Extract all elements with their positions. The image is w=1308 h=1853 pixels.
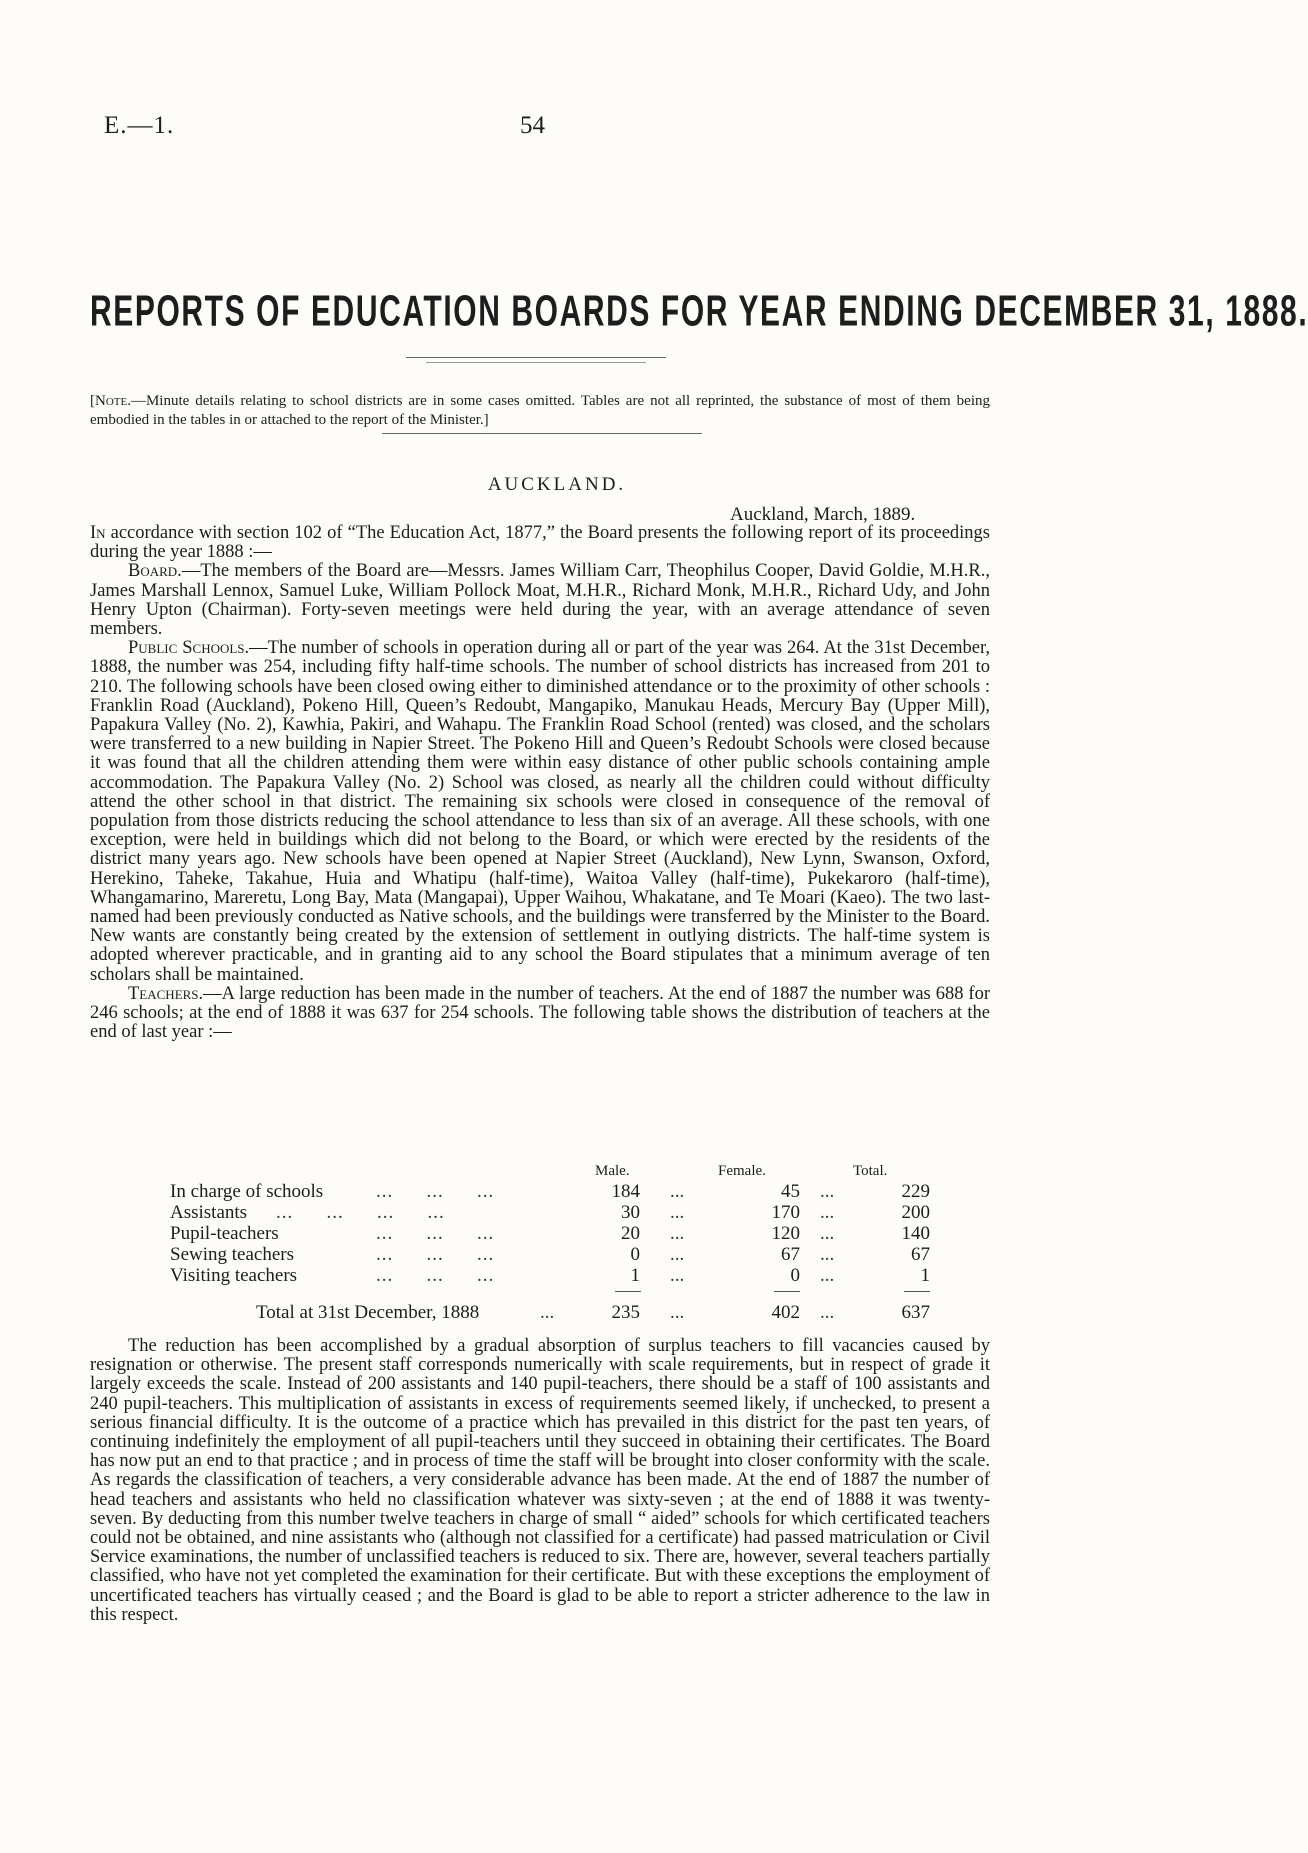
table-row	[170, 1223, 930, 1244]
sum-rule	[615, 1291, 641, 1292]
cell-female: 67	[781, 1244, 800, 1265]
cell-total: 1	[920, 1265, 930, 1286]
leader-dots: ...	[820, 1223, 835, 1244]
cell-female: 0	[790, 1265, 800, 1286]
leader-dots: ... ... ... ...	[276, 1202, 445, 1223]
cell-female: 120	[771, 1223, 800, 1244]
report-body	[90, 524, 990, 1042]
leader-dots: ... ... ...	[376, 1181, 495, 1202]
board-paragraph	[90, 562, 990, 639]
editorial-note	[90, 392, 990, 430]
teachers-table	[170, 1163, 930, 1326]
board-lead: Board.	[128, 561, 182, 582]
row-label: Visiting teachers	[170, 1265, 298, 1286]
page-number: 54	[520, 112, 545, 139]
title-rule	[406, 357, 666, 358]
leader-dots: ...	[670, 1302, 685, 1323]
leader-dots: ... ... ...	[376, 1223, 495, 1244]
cell-male: 0	[630, 1244, 640, 1265]
row-label: Pupil-teachers	[170, 1223, 279, 1244]
schools-paragraph	[90, 639, 990, 985]
intro-text: accordance with section 102 of “The Education Act, 1877,” the Board presents the following report of its proceedings during the year 1888 :—	[90, 523, 990, 563]
board-text: —The members of the Board are—Messrs. James William Carr, Theophilus Cooper, David Goldie, M.H.R., James Marshall Lennox, Samuel Luke, William Pollock Moat, M.H.R., Richard Monk, M.H.R., Richard Udy, and John Henry Upton (Chairman). Forty-seven meetings were held during the year, with an average attendance of seven members.	[90, 561, 990, 640]
cell-total: 140	[901, 1223, 930, 1244]
row-label: Assistants	[170, 1202, 248, 1223]
row-label: Sewing teachers	[170, 1244, 294, 1265]
sum-rule	[774, 1291, 800, 1292]
table-header	[170, 1163, 910, 1181]
page-header	[0, 112, 1114, 152]
section-heading: AUCKLAND.	[487, 474, 627, 495]
col-female: Female.	[718, 1163, 766, 1179]
sheet-reference: E.—1.	[104, 112, 175, 139]
reduction-paragraph: The reduction has been accomplished by a gradual absorption of surplus teachers to fill vacancies caused by resignation or otherwise. The present staff corresponds numerically with scale requirements, but in respect of grade it largely exceeds the scale. Instead of 200 assistants and 140 pupil-teachers, there should be a staff of 100 assistants and 240 pupil-teachers. This multiplication of assistants in excess of requirements seemed likely, if unchecked, to present a serious financial difficulty. It is the outcome of a practice which has prevailed in this district for the past ten years, of continuing indefinitely the employment of all pupil-teachers until they succeed in obtaining their certificates. The Board has now put an end to that practice ; and in process of time the staff will be brought into closer conformity with the scale. As regards the classification of teachers, a very considerable advance has been made. At the end of 1887 the number of head teachers and assistants who held no classification whatever was sixty-seven ; at the end of 1888 it was twenty-seven. By deducting from this number twelve teachers in charge of small “ aided” schools for which certificated teachers could not be obtained, and nine assistants who (although not classified for a certificate) had passed matriculation or Civil Service examinations, the number of unclassified teachers is reduced to six. There are, however, several teachers partially classified, who have not yet completed the examination for their certificate. But with these exceptions the employment of uncertificated teachers has virtually ceased ; and the Board is glad to be able to report a stricter adherence to the law in this respect.	[90, 1336, 990, 1625]
cell-male: 20	[621, 1223, 640, 1244]
cell-total: 229	[901, 1181, 930, 1202]
leader-dots: ... ... ...	[376, 1265, 495, 1286]
leader-dots: ...	[820, 1244, 835, 1265]
table-row	[170, 1181, 930, 1202]
table-row	[170, 1244, 930, 1265]
total-label: Total at 31st December, 1888	[256, 1302, 480, 1323]
leader-dots: ...	[670, 1265, 685, 1286]
teachers-paragraph	[90, 985, 990, 1043]
leader-dots: ...	[670, 1244, 685, 1265]
total-male: 235	[611, 1302, 640, 1323]
row-label: In charge of schools	[170, 1181, 324, 1202]
total-female: 402	[771, 1302, 800, 1323]
note-text: —Minute details relating to school districts are in some cases omitted. Tables are not all reprinted, the substance of most of them being embodied in the tables in or attached to the report of the Minister.]	[90, 393, 990, 428]
sum-rules	[170, 1286, 910, 1298]
sum-rule	[904, 1291, 930, 1292]
table-total-row	[170, 1302, 930, 1326]
intro-lead: In	[90, 523, 106, 543]
leader-dots: ...	[820, 1202, 835, 1223]
leader-dots: ...	[820, 1181, 835, 1202]
cell-female: 45	[781, 1181, 800, 1202]
leader-dots: ...	[820, 1265, 835, 1286]
page-title: REPORTS OF EDUCATION BOARDS FOR YEAR ENDING DECEMBER 31, 1888.	[90, 288, 1308, 336]
schools-text: —The number of schools in operation during all or part of the year was 264. At the 31st December, 1888, the number was 254, including fifty half-time schools. The number of school districts has increased from 201 to 210. The following schools have been closed owing either to diminished attendance or to the proximity of other schools : Franklin Road (Auckland), Pokeno Hill, Queen’s Redoubt, Mangapiko, Manukau Heads, Mercury Bay (Upper Mill), Papakura Valley (No. 2), Kawhia, Pakiri, and Wahapu. The Franklin Road School (rented) was closed, and the scholars were transferred to a new building in Napier Street. The Pokeno Hill and Queen’s Redoubt Schools were closed because it was found that all the children attending them were within easy distance of other public schools containing ample accommodation. The Papakura Valley (No. 2) School was closed, as nearly all the children could without difficulty attend the other school in that district. The remaining six schools were closed in consequence of the removal of population from those districts reducing the school attendance to less than six of an average. All these schools, with one exception, were held in buildings which did not belong to the Board, or which were erected by the residents of the district many years ago. New schools have been opened at Napier Street (Auckland), New Lynn, Swanson, Oxford, Herekino, Taheke, Takahue, Huia and Whatipu (half-time), Waitoa Valley (half-time), Pukekaroro (half-time), Whangamarino, Mareretu, Long Bay, Mata (Mangapai), Upper Waihou, Whakatane, and Te Moari (Kaeo). The two last-named had been previously conducted as Native schools, and the buildings were transferred by the Minister to the Board. New wants are constantly being created by the extension of settlement in outlying districts. The half-time system is adopted wherever practicable, and in granting aid to any school the Board stipulates that a minimum average of ten scholars shall be maintained.	[90, 638, 990, 985]
cell-female: 170	[771, 1202, 800, 1223]
total-total: 637	[901, 1302, 930, 1323]
table-row	[170, 1265, 930, 1286]
leader-dots: ...	[820, 1302, 835, 1323]
note-rule	[382, 433, 702, 434]
leader-dots: ...	[540, 1302, 555, 1323]
leader-dots: ...	[670, 1202, 685, 1223]
col-total: Total.	[853, 1163, 888, 1179]
leader-dots: ... ... ...	[376, 1244, 495, 1265]
col-male: Male.	[595, 1163, 630, 1179]
schools-lead: Public Schools.	[128, 638, 250, 659]
cell-male: 184	[611, 1181, 640, 1202]
cell-total: 200	[901, 1202, 930, 1223]
leader-dots: ...	[670, 1223, 685, 1244]
intro-paragraph	[90, 524, 990, 562]
note-label: [Note.	[90, 393, 131, 409]
cell-male: 1	[630, 1265, 640, 1286]
leader-dots: ...	[670, 1181, 685, 1202]
report-body-continued	[90, 1337, 990, 1625]
table-row	[170, 1202, 930, 1223]
teachers-text: —A large reduction has been made in the number of teachers. At the end of 1887 the number was 688 for 246 schools; at the end of 1888 it was 637 for 254 schools. The following table shows the distribution of teachers at the end of last year :—	[90, 983, 990, 1043]
cell-male: 30	[621, 1202, 640, 1223]
cell-total: 67	[911, 1244, 930, 1265]
title-rule-secondary	[426, 362, 646, 363]
dateline: Auckland, March, 1889.	[730, 504, 916, 525]
teachers-lead: Teachers.	[128, 983, 204, 1004]
